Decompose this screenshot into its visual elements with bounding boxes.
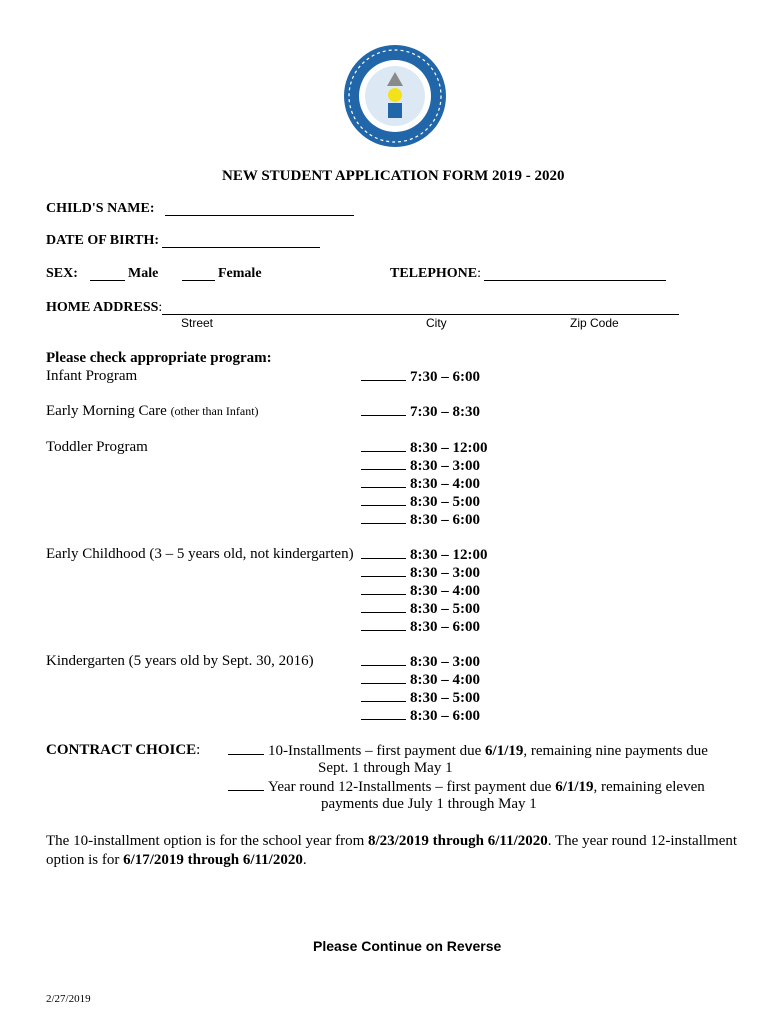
time-text: 8:30 – 3:00 bbox=[410, 654, 480, 670]
home-address-label bbox=[46, 300, 162, 316]
time-option[interactable] bbox=[361, 564, 480, 582]
programs-heading: Please check appropriate program: bbox=[46, 350, 272, 366]
school-logo bbox=[343, 44, 447, 148]
time-option[interactable] bbox=[361, 439, 488, 457]
childs-name-label: CHILD'S NAME: bbox=[46, 201, 155, 216]
opt1-text: 10-Installments – first payment due bbox=[268, 743, 486, 759]
check-line[interactable] bbox=[361, 403, 406, 416]
note-text-1: The 10-installment option is for the school year from bbox=[46, 833, 369, 849]
check-line[interactable] bbox=[361, 457, 406, 470]
time-text: 8:30 – 4:00 bbox=[410, 583, 480, 599]
check-line[interactable] bbox=[361, 546, 406, 559]
dob-label: DATE OF BIRTH: bbox=[46, 233, 160, 248]
home-address-field[interactable] bbox=[162, 298, 679, 315]
time-text: 8:30 – 3:00 bbox=[410, 458, 480, 474]
time-text: 8:30 – 3:00 bbox=[410, 565, 480, 581]
time-option[interactable] bbox=[361, 618, 480, 636]
sex-label: SEX: bbox=[46, 266, 78, 281]
time-option[interactable] bbox=[361, 546, 488, 564]
contract-colon: : bbox=[196, 742, 201, 758]
time-text: 8:30 – 12:00 bbox=[410, 440, 488, 456]
contract-option-12-line2: payments due July 1 through May 1 bbox=[321, 796, 537, 812]
form-title: NEW STUDENT APPLICATION FORM 2019 - 2020 bbox=[222, 168, 565, 184]
time-text: 8:30 – 5:00 bbox=[410, 494, 480, 510]
time-text: 8:30 – 6:00 bbox=[410, 512, 480, 528]
time-text: 8:30 – 6:00 bbox=[410, 708, 480, 724]
early-morning-label bbox=[46, 403, 259, 420]
female-label: Female bbox=[218, 266, 262, 281]
early-childhood-label: Early Childhood (3 – 5 years old, not kindergarten) bbox=[46, 546, 354, 562]
time-option[interactable] bbox=[361, 653, 480, 671]
check-line[interactable] bbox=[361, 475, 406, 488]
telephone-label bbox=[390, 266, 481, 282]
check-line[interactable] bbox=[361, 493, 406, 506]
street-caption: Street bbox=[181, 316, 214, 330]
female-field[interactable] bbox=[182, 264, 215, 281]
telephone-text: TELEPHONE bbox=[390, 266, 478, 281]
time-option[interactable] bbox=[361, 368, 480, 386]
note-text-2: . The year round 12-installment option is for bbox=[46, 833, 738, 868]
time-option[interactable] bbox=[361, 689, 480, 707]
time-text: 7:30 – 6:00 bbox=[410, 369, 480, 385]
contract-option-10[interactable] bbox=[228, 742, 708, 760]
check-line[interactable] bbox=[361, 368, 406, 381]
kindergarten-label: Kindergarten (5 years old by Sept. 30, 2016) bbox=[46, 653, 314, 669]
check-line[interactable] bbox=[228, 742, 264, 755]
check-line[interactable] bbox=[228, 778, 264, 791]
opt2-date: 6/1/19 bbox=[555, 779, 594, 795]
time-text: 8:30 – 5:00 bbox=[410, 690, 480, 706]
time-option[interactable] bbox=[361, 671, 480, 689]
time-text: 7:30 – 8:30 bbox=[410, 404, 480, 420]
time-option[interactable] bbox=[361, 493, 480, 511]
male-label: Male bbox=[128, 266, 159, 281]
time-option[interactable] bbox=[361, 582, 480, 600]
time-text: 8:30 – 12:00 bbox=[410, 547, 488, 563]
check-line[interactable] bbox=[361, 564, 406, 577]
home-address-text: HOME ADDRESS bbox=[46, 300, 159, 315]
check-line[interactable] bbox=[361, 511, 406, 524]
time-text: 8:30 – 5:00 bbox=[410, 601, 480, 617]
toddler-program-label: Toddler Program bbox=[46, 439, 148, 455]
note-dates-1: 8/23/2019 through 6/11/2020 bbox=[368, 833, 548, 849]
check-line[interactable] bbox=[361, 618, 406, 631]
contract-option-12[interactable] bbox=[228, 778, 705, 796]
installment-note bbox=[46, 832, 758, 870]
telephone-field[interactable] bbox=[484, 264, 666, 281]
time-text: 8:30 – 4:00 bbox=[410, 476, 480, 492]
check-line[interactable] bbox=[361, 582, 406, 595]
contract-option-10-line2: Sept. 1 through May 1 bbox=[318, 760, 453, 776]
home-address-colon: : bbox=[158, 300, 163, 315]
dob-field[interactable] bbox=[162, 231, 320, 248]
opt1-date: 6/1/19 bbox=[485, 743, 524, 759]
early-morning-text: Early Morning Care bbox=[46, 403, 167, 419]
time-option[interactable] bbox=[361, 457, 480, 475]
time-text: 8:30 – 4:00 bbox=[410, 672, 480, 688]
document-date: 2/27/2019 bbox=[46, 993, 91, 1005]
contract-choice-label bbox=[46, 742, 200, 759]
time-option[interactable] bbox=[361, 600, 480, 618]
check-line[interactable] bbox=[361, 653, 406, 666]
early-morning-note: (other than Infant) bbox=[170, 404, 259, 418]
note-dates-2: 6/17/2019 through 6/11/2020 bbox=[123, 852, 303, 868]
time-option[interactable] bbox=[361, 511, 480, 529]
time-option[interactable] bbox=[361, 475, 480, 493]
contract-label-text: CONTRACT CHOICE bbox=[46, 742, 197, 758]
city-caption: City bbox=[426, 316, 447, 330]
time-text: 8:30 – 6:00 bbox=[410, 619, 480, 635]
opt1-text-end: , remaining nine payments due bbox=[523, 743, 708, 759]
time-option[interactable] bbox=[361, 707, 480, 725]
check-line[interactable] bbox=[361, 707, 406, 720]
continue-notice: Please Continue on Reverse bbox=[313, 938, 502, 954]
time-option[interactable] bbox=[361, 403, 480, 421]
check-line[interactable] bbox=[361, 439, 406, 452]
note-text-3: . bbox=[302, 852, 307, 868]
zip-caption: Zip Code bbox=[570, 316, 619, 330]
male-field[interactable] bbox=[90, 264, 125, 281]
telephone-colon: : bbox=[477, 266, 482, 281]
childs-name-field[interactable] bbox=[165, 199, 354, 216]
check-line[interactable] bbox=[361, 689, 406, 702]
check-line[interactable] bbox=[361, 671, 406, 684]
check-line[interactable] bbox=[361, 600, 406, 613]
opt2-text-end: , remaining eleven bbox=[593, 779, 705, 795]
infant-program-label: Infant Program bbox=[46, 368, 138, 384]
opt2-text: Year round 12-Installments – first payment due bbox=[268, 779, 556, 795]
